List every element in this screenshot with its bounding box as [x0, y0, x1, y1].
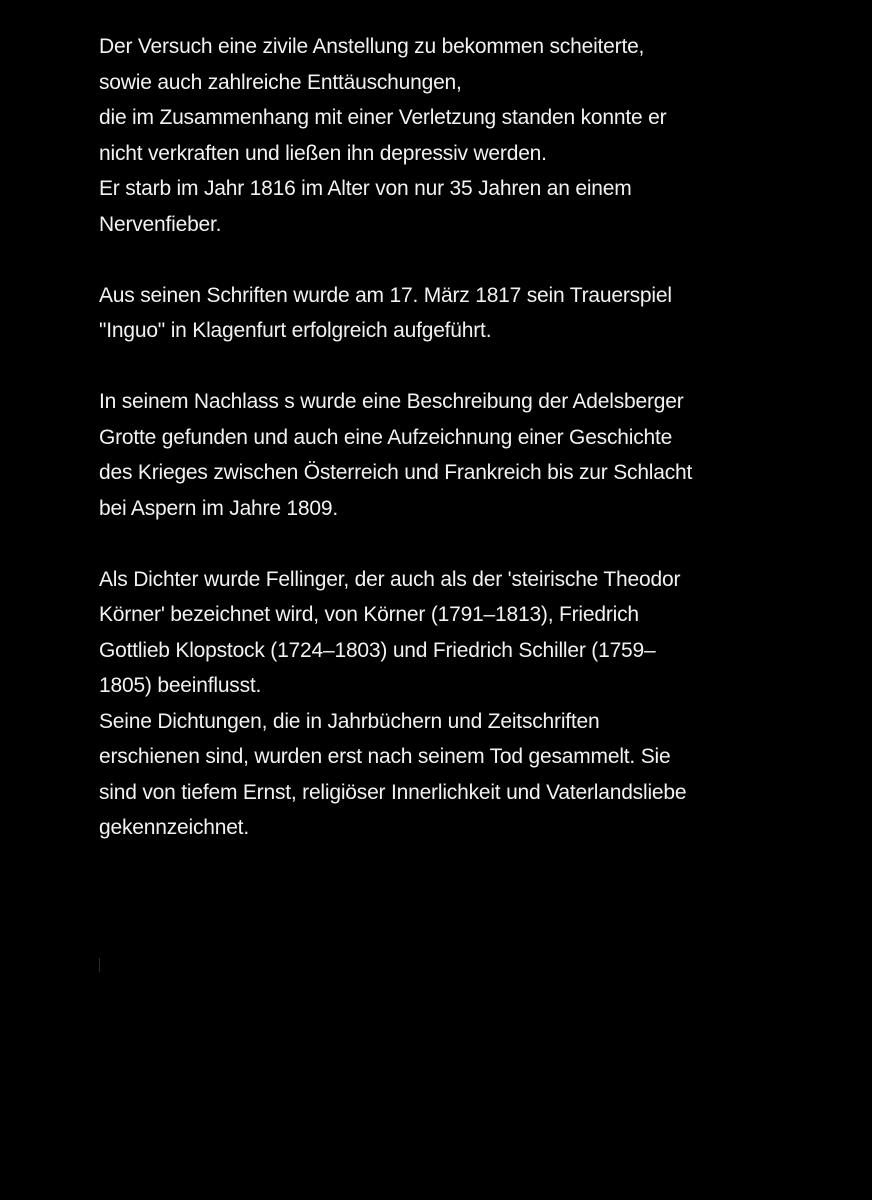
text-line: Aus seinen Schriften wurde am 17. März 1817 sein Trauerspiel: [99, 283, 672, 307]
text-line: Grotte gefunden und auch eine Aufzeichnung einer Geschichte: [99, 425, 673, 449]
text-line: In seinem Nachlass s wurde eine Beschreibung der Adelsberger: [99, 390, 684, 413]
text-line: erschienen sind, wurden erst nach seinem Tod gesammelt. Sie: [99, 745, 671, 768]
text-line: Nervenfieber.: [99, 212, 222, 236]
text-cursor-mark: [99, 958, 100, 972]
text-line: Der Versuch eine zivile Anstellung zu bekommen scheiterte,: [99, 35, 645, 58]
text-line: "Inguo" in Klagenfurt erfolgreich aufgeführt.: [99, 319, 492, 342]
text-line: 1805) beeinflusst.: [99, 674, 262, 697]
paragraph-gap: [99, 242, 799, 278]
paragraph-gap: [99, 526, 799, 562]
text-line: Seine Dichtungen, die in Jahrbüchern und Zeitschriften: [99, 709, 600, 733]
text-line: des Krieges zwischen Österreich und Frankreich bis zur Schlacht: [99, 461, 693, 484]
text-line: Gottlieb Klopstock (1724–1803) und Friedrich Schiller (1759–: [99, 638, 656, 662]
paragraph-gap: [99, 349, 799, 385]
paragraph-poetic-influences: [99, 562, 799, 846]
text-line: gekennzeichnet.: [99, 816, 249, 839]
biography-text: [99, 29, 799, 846]
text-line: sowie auch zahlreiche Enttäuschungen,: [99, 70, 462, 94]
text-line: sind von tiefem Ernst, religiöser Innerlichkeit und Vaterlandsliebe: [99, 780, 687, 804]
text-line: die im Zusammenhang mit einer Verletzung standen konnte er: [99, 106, 667, 129]
text-line: Als Dichter wurde Fellinger, der auch als der 'steirische Theodor: [99, 567, 681, 591]
text-line: bei Aspern im Jahre 1809.: [99, 496, 338, 520]
paragraph-estate: [99, 384, 799, 526]
text-line: nicht verkraften und ließen ihn depressiv werden.: [99, 141, 547, 165]
text-line: Er starb im Jahr 1816 im Alter von nur 35 Jahren an einem: [99, 177, 632, 200]
paragraph-tragedy-performance: [99, 278, 799, 349]
text-line: Körner' bezeichnet wird, von Körner (1791–1813), Friedrich: [99, 603, 639, 626]
paragraph-later-life: [99, 29, 799, 242]
